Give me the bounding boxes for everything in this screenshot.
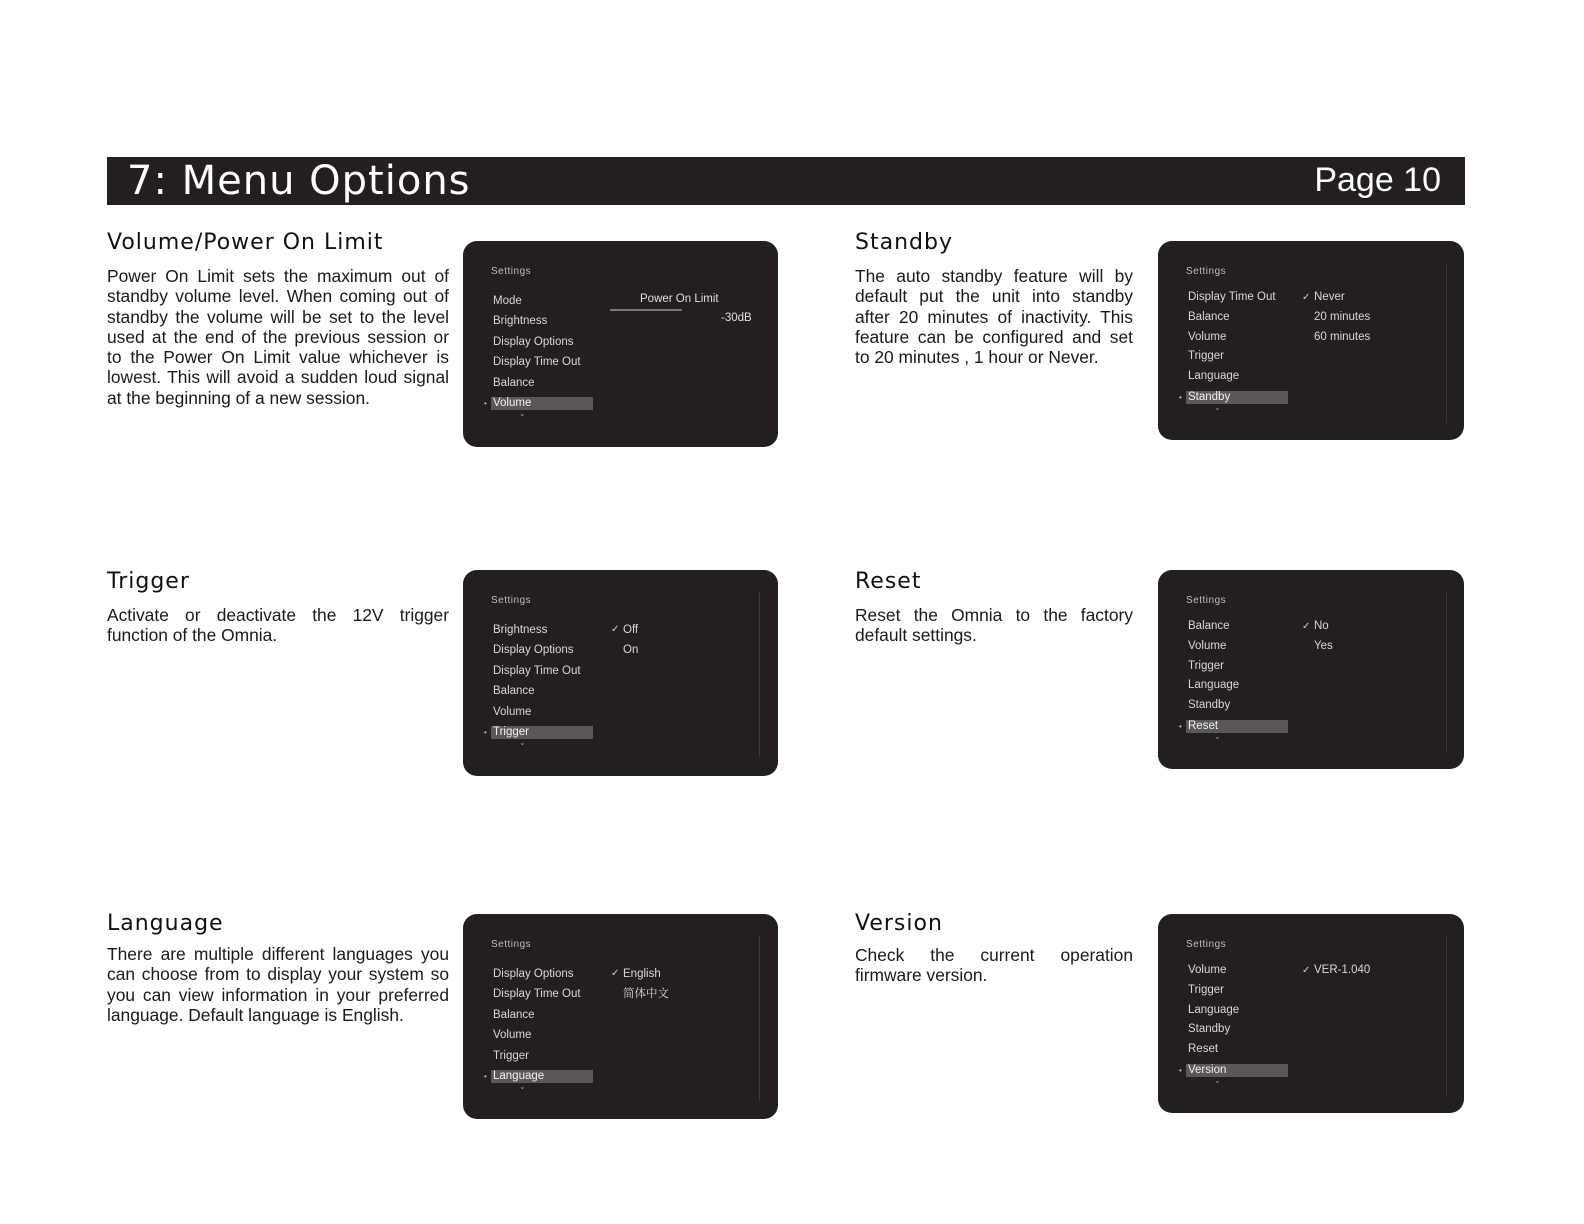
selection-bullet-icon: • xyxy=(484,1071,487,1081)
menu-item: Display Time Out xyxy=(493,988,581,1001)
menu-item: Volume xyxy=(1188,639,1227,652)
menu-list xyxy=(1179,617,1288,741)
menu-item: Trigger xyxy=(493,1049,529,1062)
menu-item: Reset xyxy=(1188,1043,1219,1056)
option-value: -30dB xyxy=(721,312,752,324)
menu-item: Brightness xyxy=(493,624,548,636)
settings-screen-trigger xyxy=(463,570,778,776)
menu-item-selected xyxy=(1179,390,1288,412)
menu-item-label: Version xyxy=(1188,1063,1227,1076)
check-icon: ✓ xyxy=(1302,621,1311,632)
menu-item: Balance xyxy=(1188,620,1230,632)
menu-list xyxy=(1179,961,1288,1085)
chevron-down-icon: ⌄ xyxy=(519,408,526,418)
option-item-selected xyxy=(1304,617,1333,637)
section-body: The auto standby feature will by default put the unit into standby after 20 minutes of inactivity. This feature can be configured and set to 20 minutes , 1 hour or Never. xyxy=(855,266,1133,368)
settings-screen-version xyxy=(1158,914,1464,1113)
option-label: Power On Limit xyxy=(640,293,719,305)
menu-item: Volume xyxy=(1188,964,1227,976)
section-heading: Language xyxy=(107,911,224,936)
option-item-selected xyxy=(613,620,638,640)
menu-item-selected xyxy=(484,1069,593,1091)
menu-item-label: Reset xyxy=(1188,719,1219,732)
menu-item: Language xyxy=(1188,679,1240,692)
page-title: 7: Menu Options xyxy=(127,158,471,204)
scrollbar-track xyxy=(1446,263,1447,423)
menu-item: Trigger xyxy=(1188,659,1224,672)
section-body: There are multiple different languages you can choose from to display your system so you can view information in your preferred language. Default language is English. xyxy=(107,944,449,1025)
option-item-selected xyxy=(1304,288,1370,308)
option-label: Never xyxy=(1314,291,1345,303)
screen-title: Settings xyxy=(1186,595,1227,606)
check-icon: ✓ xyxy=(611,624,620,635)
check-icon: ✓ xyxy=(611,968,620,979)
screen-title: Settings xyxy=(491,939,532,950)
menu-item-label: Volume xyxy=(493,396,532,409)
option-item-selected xyxy=(1304,961,1370,981)
chevron-down-icon: ⌄ xyxy=(1214,1075,1221,1085)
option-label: Off xyxy=(623,624,639,636)
level-bar xyxy=(610,309,682,311)
menu-item: Volume xyxy=(493,1029,532,1042)
scrollbar-track xyxy=(1446,936,1447,1096)
menu-list xyxy=(484,964,593,1091)
settings-screen-volume xyxy=(463,241,778,447)
menu-item: Display Options xyxy=(493,968,574,980)
page-number: Page 10 xyxy=(1314,161,1441,199)
menu-item: Display Time Out xyxy=(493,664,581,677)
option-label: English xyxy=(623,968,661,980)
menu-item: Standby xyxy=(1188,699,1231,712)
option-list xyxy=(1304,961,1370,981)
selection-bullet-icon: • xyxy=(1179,721,1182,731)
screen-title: Settings xyxy=(491,266,532,277)
menu-list xyxy=(1179,288,1288,412)
section-body: Check the current operation firmware version. xyxy=(855,945,1133,986)
menu-item-selected xyxy=(1179,1063,1288,1085)
menu-item: Display Options xyxy=(493,335,574,348)
section-body: Power On Limit sets the maximum out of standby volume level. When coming out of standby the volume will be set to the level used at the end of the previous session or to the Power On Limit value whichever is lowest. This will avoid a sudden loud signal at the beginning of a new session. xyxy=(107,266,449,408)
menu-list xyxy=(484,620,593,747)
selection-bullet-icon: • xyxy=(1179,392,1182,402)
menu-item: Mode xyxy=(493,295,522,307)
section-heading: Standby xyxy=(855,230,953,255)
option-item: 60 minutes xyxy=(1314,330,1371,343)
option-list xyxy=(1304,288,1370,347)
option-list xyxy=(1304,617,1333,657)
menu-item: Balance xyxy=(493,1008,535,1021)
section-body: Activate or deactivate the 12V trigger function of the Omnia. xyxy=(107,605,449,646)
menu-item-selected xyxy=(484,725,593,747)
chevron-down-icon: ⌄ xyxy=(1214,731,1221,741)
selection-bullet-icon: • xyxy=(484,727,487,737)
settings-screen-standby xyxy=(1158,241,1464,440)
page-header xyxy=(107,157,1465,205)
screen-title: Settings xyxy=(491,595,532,606)
option-item: Yes xyxy=(1314,639,1333,652)
menu-item: Balance xyxy=(493,685,535,698)
option-list xyxy=(613,964,669,1005)
scrollbar-track xyxy=(759,592,760,757)
menu-item: Language xyxy=(1188,1003,1240,1016)
menu-item: Standby xyxy=(1188,1023,1231,1036)
menu-item-label: Language xyxy=(493,1069,545,1082)
selection-bullet-icon: • xyxy=(484,398,487,408)
scrollbar-track xyxy=(1446,592,1447,752)
option-label: VER-1.040 xyxy=(1314,964,1371,976)
scrollbar-track xyxy=(759,936,760,1101)
option-item: On xyxy=(623,644,639,657)
section-heading: Trigger xyxy=(107,569,190,594)
menu-list xyxy=(484,291,593,418)
selection-bullet-icon: • xyxy=(1179,1065,1182,1075)
menu-item-label: Trigger xyxy=(493,725,529,738)
option-list xyxy=(613,620,638,661)
chevron-down-icon: ⌄ xyxy=(1214,402,1221,412)
menu-item: Balance xyxy=(493,376,535,389)
menu-item-selected xyxy=(484,396,593,418)
section-heading: Volume/Power On Limit xyxy=(107,230,384,255)
check-icon: ✓ xyxy=(1302,965,1311,976)
section-heading: Reset xyxy=(855,569,922,594)
option-label: No xyxy=(1314,620,1329,632)
option-item: 简体中文 xyxy=(623,988,669,1001)
menu-item: Display Time Out xyxy=(1188,291,1276,303)
settings-screen-language xyxy=(463,914,778,1119)
chevron-down-icon: ⌄ xyxy=(519,737,526,747)
menu-item: Trigger xyxy=(1188,983,1224,996)
menu-item: Balance xyxy=(1188,310,1230,323)
check-icon: ✓ xyxy=(1302,292,1311,303)
option-item: 20 minutes xyxy=(1314,310,1371,323)
menu-item: Brightness xyxy=(493,315,548,328)
option-item-selected xyxy=(613,964,669,984)
screen-title: Settings xyxy=(1186,939,1227,950)
section-body: Reset the Omnia to the factory default settings. xyxy=(855,605,1133,646)
menu-item: Volume xyxy=(1188,330,1227,343)
menu-item-label: Standby xyxy=(1188,390,1231,403)
settings-screen-reset xyxy=(1158,570,1464,769)
menu-item: Volume xyxy=(493,705,532,718)
menu-item: Trigger xyxy=(1188,350,1224,363)
menu-item: Display Options xyxy=(493,644,574,657)
menu-item-selected xyxy=(1179,719,1288,741)
section-heading: Version xyxy=(855,911,943,936)
screen-title: Settings xyxy=(1186,266,1227,277)
menu-item: Language xyxy=(1188,370,1240,383)
menu-item: Display Time Out xyxy=(493,356,581,369)
chevron-down-icon: ⌄ xyxy=(519,1081,526,1091)
